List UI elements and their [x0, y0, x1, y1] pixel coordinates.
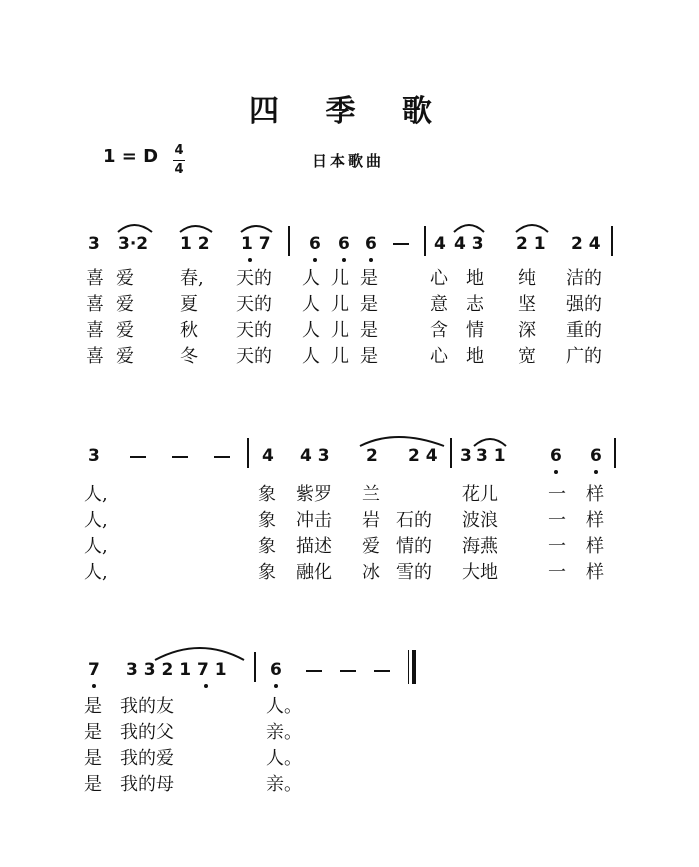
lyric: 宽	[518, 346, 536, 367]
lyric: 情的	[396, 536, 432, 557]
lower-octave-dot	[313, 258, 317, 262]
lyric: 地	[466, 268, 484, 289]
lyric: 人	[302, 320, 320, 341]
lyric: 是	[360, 294, 378, 315]
note: 6	[590, 446, 602, 466]
lyric: 波浪	[462, 510, 498, 531]
sustain-dash	[340, 670, 356, 672]
time-signature-bottom: 4	[174, 162, 184, 177]
lyric: 描述	[296, 536, 332, 557]
song-title: 四 季 歌	[249, 94, 450, 129]
lyric: 爱	[116, 320, 134, 341]
lyric: 广的	[566, 346, 602, 367]
lyric: 象	[258, 484, 276, 505]
barline	[247, 438, 249, 468]
lyric: 喜	[86, 320, 104, 341]
final-barline-thick	[412, 650, 416, 684]
lower-octave-dot	[274, 684, 278, 688]
sustain-dash	[130, 456, 146, 458]
note: 7	[88, 660, 100, 680]
lyric: 人	[302, 294, 320, 315]
lyric: 我的友	[120, 696, 174, 717]
lyric: 象	[258, 536, 276, 557]
lyric: 人,	[84, 484, 108, 505]
lyric: 儿	[331, 294, 349, 315]
note: 3 1	[476, 446, 506, 466]
lyric: 夏	[180, 294, 198, 315]
lyric: 冬	[180, 346, 198, 367]
note: 2 1	[516, 234, 546, 254]
sustain-dash	[393, 243, 409, 245]
lyric: 天的	[236, 320, 272, 341]
lyric: 人	[302, 346, 320, 367]
lyric: 人。	[266, 696, 302, 717]
lyric: 是	[84, 748, 102, 769]
lyric: 冰	[362, 562, 380, 583]
lower-octave-dot	[204, 684, 208, 688]
lyric: 花儿	[462, 484, 498, 505]
lyric: 紫罗	[296, 484, 332, 505]
lyric: 深	[518, 320, 536, 341]
note: 4	[262, 446, 274, 466]
lyric: 是	[360, 320, 378, 341]
lyric: 样	[586, 562, 604, 583]
final-barline-thin	[408, 650, 409, 684]
lyric: 一	[548, 510, 566, 531]
lyric: 天的	[236, 294, 272, 315]
lower-octave-dot	[554, 470, 558, 474]
lyric: 含	[430, 320, 448, 341]
lyric: 人,	[84, 536, 108, 557]
lower-octave-dot	[342, 258, 346, 262]
lyric: 爱	[116, 346, 134, 367]
lyric: 喜	[86, 346, 104, 367]
lyric: 人。	[266, 748, 302, 769]
lyric: 兰	[362, 484, 380, 505]
lyric: 是	[360, 268, 378, 289]
lyric: 样	[586, 536, 604, 557]
lower-octave-dot	[594, 470, 598, 474]
note: 3 3 2 1 7 1	[126, 660, 227, 680]
lyric: 意	[430, 294, 448, 315]
lyric: 一	[548, 562, 566, 583]
lower-octave-dot	[248, 258, 252, 262]
lyric: 喜	[86, 294, 104, 315]
lyric: 心	[430, 268, 448, 289]
lyric: 样	[586, 484, 604, 505]
note: 2 4	[408, 446, 438, 466]
key-signature: 1 = D	[103, 146, 159, 167]
barline	[288, 226, 290, 256]
lyric: 样	[586, 510, 604, 531]
note: 6	[309, 234, 321, 254]
lyric: 雪的	[396, 562, 432, 583]
lyric: 重的	[566, 320, 602, 341]
note: 3	[88, 446, 100, 466]
lyric: 融化	[296, 562, 332, 583]
note: 2	[366, 446, 378, 466]
lyric: 人	[302, 268, 320, 289]
lyric: 坚	[518, 294, 536, 315]
lyric: 秋	[180, 320, 198, 341]
barline	[611, 226, 613, 256]
note: 4 3	[300, 446, 330, 466]
lyric: 地	[466, 346, 484, 367]
note: 6	[270, 660, 282, 680]
note: 2 4	[571, 234, 601, 254]
song-origin: 日本歌曲	[312, 152, 385, 170]
lyric: 儿	[331, 268, 349, 289]
lyric: 爱	[116, 268, 134, 289]
lyric: 我的爱	[120, 748, 174, 769]
lyric: 情	[466, 320, 484, 341]
lyric: 志	[466, 294, 484, 315]
lyric: 纯	[518, 268, 536, 289]
lyric: 儿	[331, 320, 349, 341]
note: 6	[550, 446, 562, 466]
lyric: 天的	[236, 346, 272, 367]
lyric: 喜	[86, 268, 104, 289]
note: 1 7	[241, 234, 271, 254]
lyric: 爱	[116, 294, 134, 315]
lyric: 象	[258, 510, 276, 531]
note: 6	[365, 234, 377, 254]
lyric: 春,	[180, 268, 204, 289]
lyric: 心	[430, 346, 448, 367]
sustain-dash	[172, 456, 188, 458]
lyric: 儿	[331, 346, 349, 367]
lyric: 象	[258, 562, 276, 583]
barline	[614, 438, 616, 468]
lyric: 爱	[362, 536, 380, 557]
lyric: 是	[84, 696, 102, 717]
barline	[424, 226, 426, 256]
lyric: 我的母	[120, 774, 174, 795]
barline	[450, 438, 452, 468]
note: 3·2	[118, 234, 149, 254]
sustain-dash	[306, 670, 322, 672]
lyric: 洁的	[566, 268, 602, 289]
time-signature-top: 4	[174, 143, 184, 158]
lyric: 冲击	[296, 510, 332, 531]
lyric: 一	[548, 536, 566, 557]
lyric: 是	[84, 722, 102, 743]
lyric: 天的	[236, 268, 272, 289]
lyric: 海燕	[462, 536, 498, 557]
lyric: 大地	[462, 562, 498, 583]
note: 4 3	[454, 234, 484, 254]
lyric: 人,	[84, 562, 108, 583]
note: 4	[434, 234, 446, 254]
lyric: 岩	[362, 510, 380, 531]
lyric: 石的	[396, 510, 432, 531]
note: 6	[338, 234, 350, 254]
lyric: 亲。	[266, 722, 302, 743]
lower-octave-dot	[92, 684, 96, 688]
lyric: 一	[548, 484, 566, 505]
barline	[254, 652, 256, 682]
note: 1 2	[180, 234, 210, 254]
sustain-dash	[214, 456, 230, 458]
lyric: 强的	[566, 294, 602, 315]
lyric: 是	[84, 774, 102, 795]
lyric: 人,	[84, 510, 108, 531]
note: 3	[88, 234, 100, 254]
lower-octave-dot	[369, 258, 373, 262]
lyric: 是	[360, 346, 378, 367]
note: 3	[460, 446, 472, 466]
lyric: 亲。	[266, 774, 302, 795]
lyric: 我的父	[120, 722, 174, 743]
sustain-dash	[374, 670, 390, 672]
